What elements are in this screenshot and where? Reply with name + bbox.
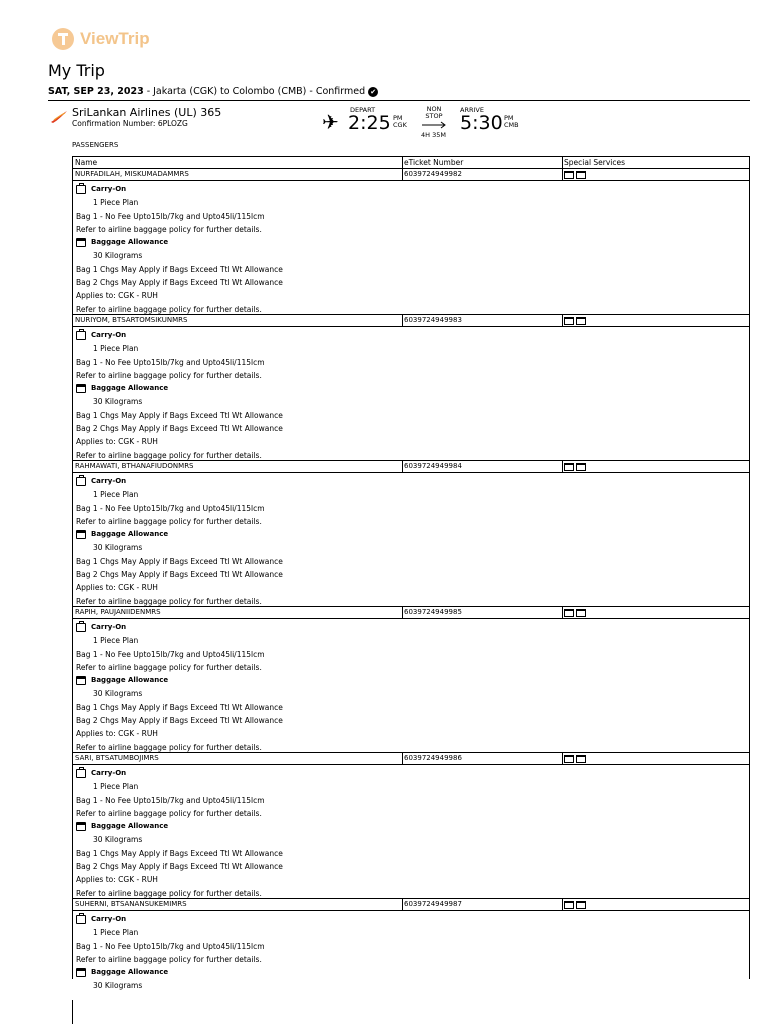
checked-bag-icon[interactable]	[576, 755, 586, 763]
bag-2-charges: Bag 2 Chgs May Apply if Bags Exceed Ttl Wt Allowance	[76, 424, 283, 434]
carry-on-title: Carry-On	[91, 623, 127, 631]
baggage-allowance-icon	[76, 822, 86, 831]
carry-on-fee: Bag 1 - No Fee Upto15lb/7kg and Upto45li/115lcm	[76, 795, 265, 805]
policy-note: Refer to airline baggage policy for further details.	[76, 742, 262, 752]
allowance-weight: 30 Kilograms	[93, 981, 143, 991]
policy-note: Refer to airline baggage policy for further details.	[76, 450, 262, 460]
allowance-weight: 30 Kilograms	[93, 251, 143, 261]
eticket-number: 6039724949985	[403, 607, 563, 618]
brand-name: ViewTrip	[80, 29, 150, 48]
passenger-name: RAHMAWATI, BTHANAFIUDONMRS	[73, 461, 403, 472]
bag-2-charges: Bag 2 Chgs May Apply if Bags Exceed Ttl Wt Allowance	[76, 716, 283, 726]
carry-on-title: Carry-On	[91, 769, 127, 777]
special-services	[563, 461, 749, 472]
applies-to: Applies to: CGK - RUH	[76, 437, 158, 447]
table-row	[73, 607, 749, 619]
carry-on-icon	[76, 185, 86, 194]
eticket-number: 6039724949984	[403, 461, 563, 472]
arrive-time: 5:30	[460, 112, 503, 134]
baggage-details	[73, 181, 749, 315]
baggage-details	[73, 619, 749, 753]
bag-1-charges: Bag 1 Chgs May Apply if Bags Exceed Ttl Wt Allowance	[76, 702, 283, 712]
passenger-name: SUHERNI, BTSANANSUKEMIMRS	[73, 899, 403, 910]
carry-on-heading	[76, 475, 746, 488]
carry-on-fee: Bag 1 - No Fee Upto15lb/7kg and Upto45li/115lcm	[76, 211, 265, 221]
applies-to: Applies to: CGK - RUH	[76, 875, 158, 885]
applies-to: Applies to: CGK - RUH	[76, 583, 158, 593]
bag-2-charges: Bag 2 Chgs May Apply if Bags Exceed Ttl Wt Allowance	[76, 278, 283, 288]
table-row	[73, 461, 749, 473]
nonstop-label	[424, 106, 444, 120]
policy-note: Refer to airline baggage policy for further details.	[76, 370, 262, 380]
trip-summary	[48, 86, 378, 97]
carry-on-heading	[76, 767, 746, 780]
checked-bag-icon[interactable]	[576, 609, 586, 617]
bag-1-charges: Bag 1 Chgs May Apply if Bags Exceed Ttl Wt Allowance	[76, 264, 283, 274]
applies-to: Applies to: CGK - RUH	[76, 291, 158, 301]
carry-on-heading	[76, 329, 746, 342]
carry-on-icon	[76, 477, 86, 486]
table-row	[73, 169, 749, 181]
flight-segment	[50, 106, 750, 146]
passenger-name: NURIYOM, BTSARTOMSIKUNMRS	[73, 315, 403, 326]
carry-on-title: Carry-On	[91, 915, 127, 923]
applies-to: Applies to: CGK - RUH	[76, 729, 158, 739]
allowance-title: Baggage Allowance	[91, 822, 169, 831]
carry-on-bag-icon[interactable]	[564, 755, 574, 763]
depart-label: DEPART	[350, 106, 376, 114]
nonstop-line-1: NON	[426, 105, 442, 113]
carry-on-heading	[76, 621, 746, 634]
policy-note: Refer to airline baggage policy for further details.	[76, 224, 262, 234]
carry-on-plan: 1 Piece Plan	[93, 344, 139, 354]
depart-ampm: PM	[393, 114, 403, 122]
eticket-number: 6039724949982	[403, 169, 563, 180]
trip-date: SAT, SEP 23, 2023	[48, 86, 144, 97]
baggage-allowance-icon	[76, 530, 86, 539]
allowance-heading	[76, 966, 746, 979]
carry-on-icon	[76, 331, 86, 340]
allowance-heading	[76, 820, 746, 833]
col-ticket-header: eTicket Number	[403, 157, 563, 168]
policy-note: Refer to airline baggage policy for further details.	[76, 808, 262, 818]
policy-note: Refer to airline baggage policy for further details.	[76, 662, 262, 672]
baggage-allowance-icon	[76, 676, 86, 685]
viewtrip-logo-icon	[52, 28, 74, 50]
bag-1-charges: Bag 1 Chgs May Apply if Bags Exceed Ttl Wt Allowance	[76, 410, 283, 420]
special-services	[563, 753, 749, 764]
page-title: My Trip	[48, 61, 105, 80]
carry-on-fee: Bag 1 - No Fee Upto15lb/7kg and Upto45li/115lcm	[76, 357, 265, 367]
passenger-name: SARI, BTSATUMBOJIMRS	[73, 753, 403, 764]
special-services	[563, 169, 749, 180]
eticket-number: 6039724949986	[403, 753, 563, 764]
baggage-details	[73, 765, 749, 899]
carry-on-icon	[76, 915, 86, 924]
allowance-title: Baggage Allowance	[91, 384, 169, 393]
bag-2-charges: Bag 2 Chgs May Apply if Bags Exceed Ttl Wt Allowance	[76, 570, 283, 580]
allowance-title: Baggage Allowance	[91, 238, 169, 247]
policy-note: Refer to airline baggage policy for further details.	[76, 304, 262, 314]
depart-ampm-code	[393, 115, 407, 129]
checked-bag-icon[interactable]	[576, 901, 586, 909]
carry-on-plan: 1 Piece Plan	[93, 490, 139, 500]
passengers-label: PASSENGERS	[72, 141, 119, 149]
divider	[48, 100, 750, 101]
special-services	[563, 607, 749, 618]
viewtrip-logo[interactable]	[52, 28, 150, 50]
carry-on-bag-icon[interactable]	[564, 463, 574, 471]
plane-icon: ✈	[322, 110, 339, 134]
carry-on-plan: 1 Piece Plan	[93, 782, 139, 792]
arrow-right-icon	[422, 121, 446, 129]
depart-code: CGK	[393, 121, 407, 129]
carry-on-title: Carry-On	[91, 331, 127, 339]
table-header	[73, 157, 749, 169]
allowance-title: Baggage Allowance	[91, 968, 169, 977]
policy-note: Refer to airline baggage policy for further details.	[76, 954, 262, 964]
allowance-weight: 30 Kilograms	[93, 835, 143, 845]
baggage-allowance-icon	[76, 384, 86, 393]
bag-1-charges: Bag 1 Chgs May Apply if Bags Exceed Ttl Wt Allowance	[76, 556, 283, 566]
confirmation-number: Confirmation Number: 6PLOZG	[72, 119, 188, 128]
arrive-code: CMB	[504, 121, 519, 129]
carry-on-heading	[76, 913, 746, 926]
carry-on-plan: 1 Piece Plan	[93, 636, 139, 646]
table-border	[72, 1000, 73, 1024]
checked-bag-icon[interactable]	[576, 463, 586, 471]
col-name-header: Name	[73, 157, 403, 168]
baggage-allowance-icon	[76, 238, 86, 247]
carry-on-bag-icon[interactable]	[564, 609, 574, 617]
arrive-label: ARRIVE	[460, 106, 484, 114]
carry-on-title: Carry-On	[91, 477, 127, 485]
airline-logo-icon	[50, 110, 68, 124]
special-services	[563, 315, 749, 326]
trip-route: - Jakarta (CGK) to Colombo (CMB) - Confirmed	[146, 86, 366, 97]
allowance-heading	[76, 236, 746, 249]
allowance-weight: 30 Kilograms	[93, 397, 143, 407]
passenger-name: RAPIH, PAUJANIIDENMRS	[73, 607, 403, 618]
col-services-header: Special Services	[564, 158, 626, 167]
carry-on-icon	[76, 769, 86, 778]
checked-bag-icon[interactable]	[576, 171, 586, 179]
eticket-number: 6039724949987	[403, 899, 563, 910]
allowance-heading	[76, 528, 746, 541]
baggage-details	[73, 911, 749, 991]
baggage-allowance-icon	[76, 968, 86, 977]
carry-on-fee: Bag 1 - No Fee Upto15lb/7kg and Upto45li/115lcm	[76, 503, 265, 513]
carry-on-bag-icon[interactable]	[564, 171, 574, 179]
passenger-name: NURFADILAH, MISKUMADAMMRS	[73, 169, 403, 180]
table-row	[73, 315, 749, 327]
carry-on-icon	[76, 623, 86, 632]
allowance-weight: 30 Kilograms	[93, 543, 143, 553]
flight-duration: 4H 35M	[421, 131, 446, 139]
carry-on-fee: Bag 1 - No Fee Upto15lb/7kg and Upto45li/115lcm	[76, 649, 265, 659]
nonstop-line-2: STOP	[425, 112, 443, 120]
allowance-title: Baggage Allowance	[91, 530, 169, 539]
airline-name: SriLankan Airlines (UL) 365	[72, 106, 222, 119]
allowance-weight: 30 Kilograms	[93, 689, 143, 699]
policy-note: Refer to airline baggage policy for further details.	[76, 516, 262, 526]
policy-note: Refer to airline baggage policy for further details.	[76, 888, 262, 898]
carry-on-title: Carry-On	[91, 185, 127, 193]
special-services	[563, 899, 749, 910]
carry-on-fee: Bag 1 - No Fee Upto15lb/7kg and Upto45li/115lcm	[76, 941, 265, 951]
checked-bag-icon[interactable]	[576, 317, 586, 325]
arrive-ampm: PM	[504, 114, 514, 122]
passenger-table	[72, 156, 750, 991]
carry-on-heading	[76, 183, 746, 196]
carry-on-plan: 1 Piece Plan	[93, 928, 139, 938]
table-row	[73, 899, 749, 911]
confirmed-check-icon: ✔	[368, 87, 378, 97]
carry-on-bag-icon[interactable]	[564, 317, 574, 325]
depart-time: 2:25	[348, 112, 391, 134]
allowance-heading	[76, 674, 746, 687]
arrive-ampm-code	[504, 115, 519, 129]
table-row	[73, 753, 749, 765]
allowance-title: Baggage Allowance	[91, 676, 169, 685]
eticket-number: 6039724949983	[403, 315, 563, 326]
baggage-details	[73, 327, 749, 461]
bag-1-charges: Bag 1 Chgs May Apply if Bags Exceed Ttl Wt Allowance	[76, 848, 283, 858]
carry-on-bag-icon[interactable]	[564, 901, 574, 909]
allowance-heading	[76, 382, 746, 395]
carry-on-plan: 1 Piece Plan	[93, 198, 139, 208]
bag-2-charges: Bag 2 Chgs May Apply if Bags Exceed Ttl Wt Allowance	[76, 862, 283, 872]
baggage-details	[73, 473, 749, 607]
policy-note: Refer to airline baggage policy for further details.	[76, 596, 262, 606]
